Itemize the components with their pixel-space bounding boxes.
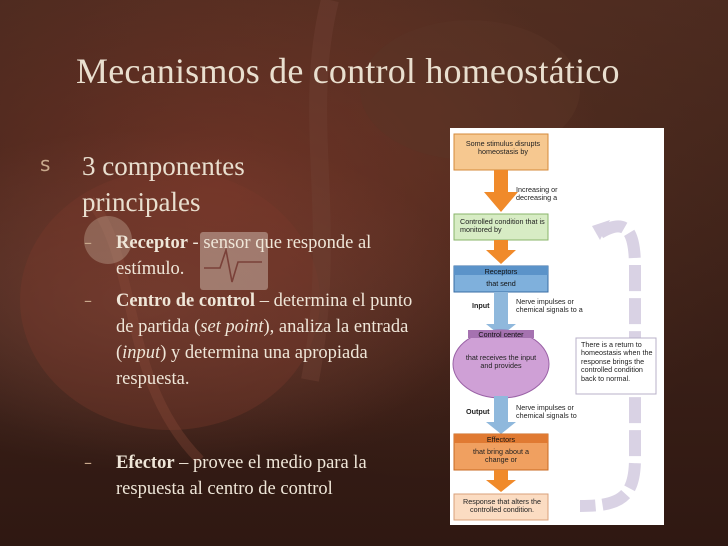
controlled-condition-text: Controlled condition that is monitored by bbox=[460, 217, 545, 235]
control-definition-part2: ), analiza la entrada ( bbox=[116, 317, 409, 363]
output-arrow bbox=[486, 396, 516, 434]
nerve-output-text: Nerve impulses or chemical signals to bbox=[516, 403, 577, 421]
sub-bullet-marker: – bbox=[84, 453, 92, 472]
receptors-title: Receptors bbox=[484, 267, 518, 276]
effector-arrow bbox=[486, 470, 516, 492]
sub-bullet-marker: – bbox=[84, 291, 92, 310]
return-text: There is a return to homeostasis when the response brings the controlled condition back to normal. bbox=[581, 340, 653, 383]
input-label: Input bbox=[472, 301, 490, 310]
bullet-marker: s bbox=[40, 152, 51, 176]
stimulus-text: Some stimulus disrupts homeostasis by bbox=[465, 139, 541, 157]
effector-definition: – provee el medio para la respuesta al centro de control bbox=[116, 453, 367, 499]
term-effector: Efector bbox=[116, 453, 175, 473]
increasing-text: Increasing or decreasing a bbox=[516, 185, 558, 203]
condition-arrow bbox=[486, 240, 516, 264]
feedback-loop-diagram bbox=[450, 128, 664, 525]
control-center-text: that receives the input and provides bbox=[465, 353, 537, 371]
term-receptor: Receptor bbox=[116, 233, 188, 253]
response-text: Response that alters the controlled condition. bbox=[463, 497, 541, 515]
output-label: Output bbox=[466, 407, 490, 416]
receptors-subtitle: that send bbox=[486, 279, 516, 288]
main-bullet-text: 3 componentes principales bbox=[82, 151, 245, 217]
term-control-center: Centro de control bbox=[116, 291, 256, 311]
control-definition-part1: – determina el punto de partida ( bbox=[116, 291, 413, 337]
effectors-title: Effectors bbox=[486, 435, 516, 444]
set-point-term: set point bbox=[200, 317, 264, 337]
control-definition-part3: ) y determina una apropiada respuesta. bbox=[116, 343, 368, 389]
sub-bullet-marker: – bbox=[84, 233, 92, 252]
input-term: input bbox=[122, 343, 161, 363]
effectors-text: that bring about a change or bbox=[473, 447, 529, 465]
receptor-definition: - sensor que responde al estímulo. bbox=[116, 233, 372, 279]
nerve-input-text: Nerve impulses or chemical signals to a bbox=[516, 297, 583, 315]
stimulus-arrow bbox=[484, 170, 518, 212]
sub-bullet-control-center bbox=[84, 288, 420, 392]
slide-title: Mecanismos de control homeostático bbox=[76, 51, 620, 91]
control-center-title: Control center bbox=[478, 330, 524, 339]
sub-bullet-receptor bbox=[84, 230, 420, 282]
sub-bullet-effector bbox=[84, 450, 420, 502]
